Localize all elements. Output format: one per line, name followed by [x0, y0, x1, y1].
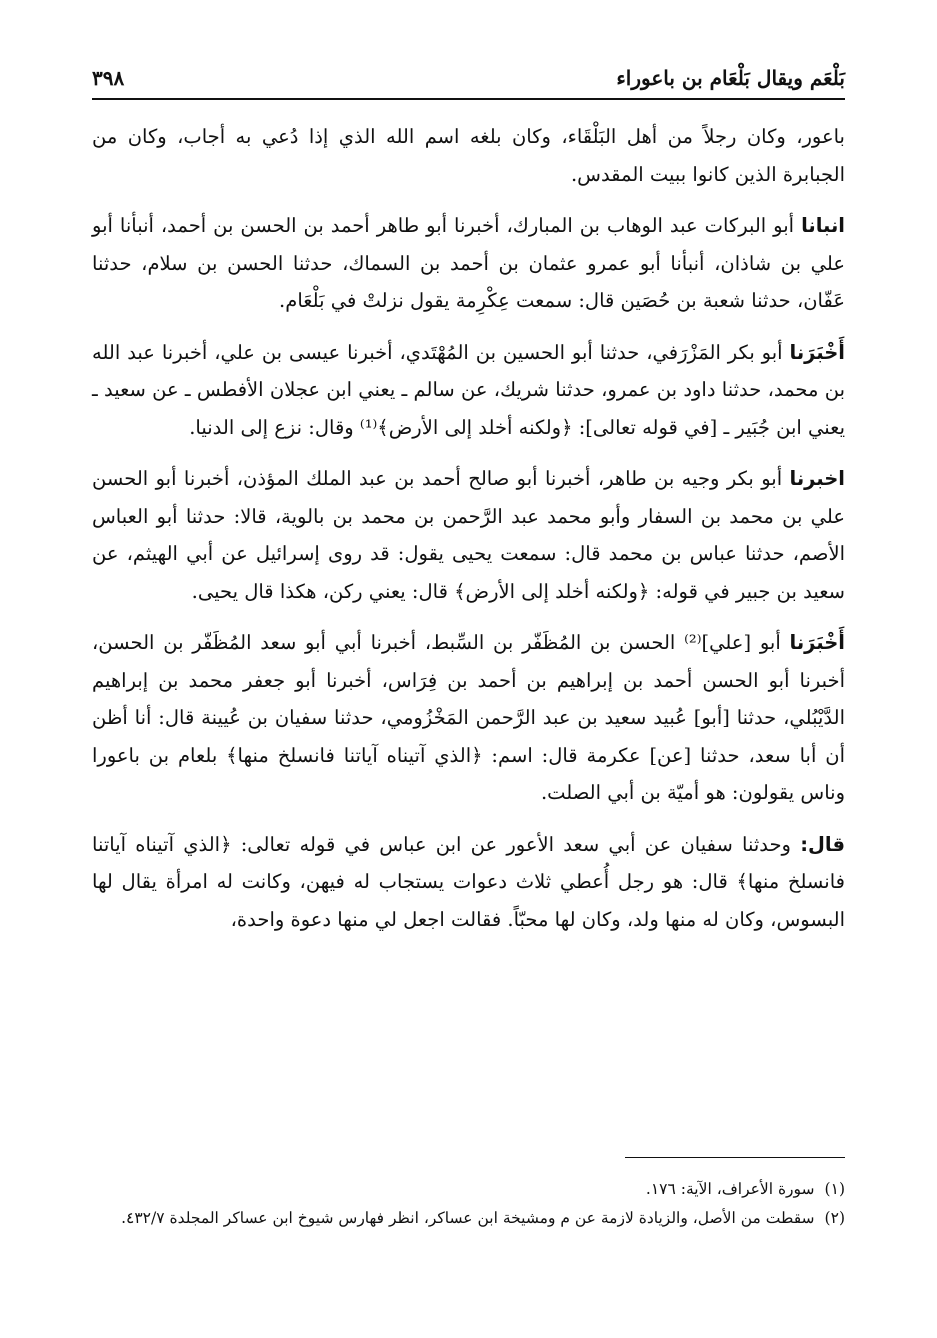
footnote-1: [92, 1176, 845, 1203]
footnote-text: سقطت من الأصل، والزيادة لازمة عن م ومشيخة ابن عساكر، انظر فهارس شيوخ ابن عساكر المجلدة ٤٣٢/٧.: [121, 1209, 815, 1227]
paragraph-lead: أَخْبَرَنا: [789, 340, 845, 364]
footnote-number: (٢): [824, 1209, 845, 1227]
main-text: [92, 118, 845, 952]
paragraph-2: [92, 207, 845, 320]
paragraph-4: [92, 460, 845, 610]
page-number: ٣٩٨: [92, 66, 125, 90]
paragraph-text: وحدثنا سفيان عن أبي سعد الأعور عن ابن عباس في قوله تعالى: ﴿الذي آتيناه آياتنا فانسلخ منها﴾ قال: هو رجل أُعطي ثلاث دعوات يستجاب له فيهن، وكانت له امرأة يقال لها البسوس، وكان له منها ولد، وكان لها محبّاً. فقالت اجعل لي منها دعوة واحدة،: [92, 832, 845, 931]
paragraph-lead: انبانا: [801, 214, 845, 237]
running-title: بَلْعَم ويقال بَلْعَام بن باعوراء: [616, 66, 845, 90]
paragraph-5: [92, 624, 845, 812]
paragraph-text: أبو بكر المَزْرَفي، حدثنا أبو الحسين بن المُهْتَدي، أخبرنا عيسى بن علي، أخبرنا عبد الله بن محمد، حدثنا داود بن عمرو، حدثنا شريك، عن سالم ـ يعني ابن عجلان الأفطس ـ عن سعيد ـ يعني ابن جُبَير ـ [في قوله تعالى]: ﴿ولكنه أخلد إلى الأرض﴾⁽¹⁾ وقال: نزع إلى الدنيا.: [92, 340, 845, 439]
footnote-text: سورة الأعراف، الآية: ١٧٦.: [645, 1180, 815, 1198]
footnotes: [92, 1176, 845, 1234]
footnote-number: (١): [824, 1180, 845, 1198]
paragraph-text: أبو بكر وجيه بن طاهر، أخبرنا أبو صالح أحمد بن عبد الملك المؤذن، أخبرنا أبو الحسن علي بن محمد بن السفار وأبو محمد عبد الرَّحمن بن محمد بن بالوية، قالا: حدثنا أبو العباس الأصم، حدثنا عباس بن محمد قال: سمعت يحيى يقول: قد روى إسرائيل عن أبي الهيثم، عن سعيد بن جبير في قوله: ﴿ولكنه أخلد إلى الأرض﴾ قال: يعني ركن، هكذا قال يحيى.: [92, 467, 845, 603]
paragraph-text: أبو [علي]⁽²⁾ الحسن بن المُظَفّر بن السِّبط، أخبرنا أبي أبو سعد المُظَفّر بن الحسن، أخبرنا أبو الحسن أحمد بن إبراهيم بن أحمد بن فِرَاس، أخبرنا أبو جعفر محمد بن إبراهيم الدَّيْبُلي، حدثنا [أبو] عُبيد سعيد بن عبد الرَّحمن المَخْزُومي، حدثنا سفيان بن عُيينة قال: أنا أظن أن أبا سعد، حدثنا [عن] عكرمة قال: اسم: ﴿الذي آتيناه آياتنا فانسلخ منها﴾ بلعام بن باعورا وناس يقولون: هو أميّة بن أبي الصلت.: [92, 631, 845, 804]
paragraph-6: [92, 826, 845, 939]
footnote-2: [92, 1205, 845, 1232]
paragraph-lead: اخبرنا: [789, 467, 845, 490]
paragraph-lead: أَخْبَرَنا: [789, 631, 845, 654]
paragraph-text: باعور، وكان رجلاً من أهل البَلْقَاء، وكان بلغه اسم الله الذي إذا دُعي به أجاب، وكان من الجبابرة الذين كانوا ببيت المقدس.: [92, 125, 845, 186]
paragraph-1: [92, 118, 845, 193]
footnote-rule: [625, 1157, 845, 1158]
paragraph-lead: قال:: [800, 832, 845, 856]
header-rule: [92, 98, 845, 100]
paragraph-text: أبو البركات عبد الوهاب بن المبارك، أخبرنا أبو طاهر أحمد بن الحسن بن أحمد، أنبأنا أبو علي بن شاذان، أنبأنا أبو عمرو عثمان بن أحمد بن السماك، حدثنا الحسن بن سلام، حدثنا عَفّان، حدثنا شعبة بن حُصَين قال: سمعت عِكْرِمة يقول نزلتْ في بَلْعَام.: [92, 214, 845, 312]
page-header: [92, 58, 845, 98]
paragraph-3: [92, 334, 845, 447]
